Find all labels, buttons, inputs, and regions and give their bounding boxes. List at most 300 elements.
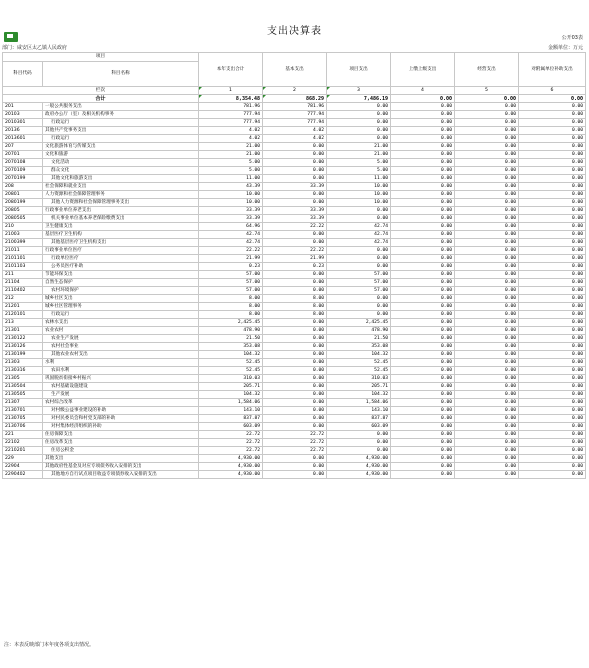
subject-name-cell[interactable]: 公务员医疗补助 xyxy=(43,263,199,271)
amount-cell[interactable]: 8.00 xyxy=(263,303,327,311)
amount-cell[interactable]: 777.94 xyxy=(199,119,263,127)
amount-cell[interactable]: 0.00 xyxy=(455,407,519,415)
amount-cell[interactable]: 0.00 xyxy=(263,231,327,239)
subject-code-cell[interactable]: 2130701 xyxy=(3,407,43,415)
amount-cell[interactable]: 0.00 xyxy=(455,351,519,359)
subject-name-cell[interactable]: 文化活动 xyxy=(43,159,199,167)
subject-code-cell[interactable]: 2070109 xyxy=(3,167,43,175)
amount-cell[interactable]: 22.72 xyxy=(263,431,327,439)
amount-cell[interactable]: 0.00 xyxy=(391,287,455,295)
amount-cell[interactable]: 0.00 xyxy=(327,439,391,447)
amount-cell[interactable]: 5.00 xyxy=(327,167,391,175)
subject-code-cell[interactable]: 2080199 xyxy=(3,199,43,207)
amount-cell[interactable]: 2,425.45 xyxy=(199,319,263,327)
amount-cell[interactable]: 0.00 xyxy=(519,303,586,311)
amount-cell[interactable]: 0.00 xyxy=(327,255,391,263)
amount-cell[interactable]: 57.00 xyxy=(327,271,391,279)
amount-cell[interactable]: 0.00 xyxy=(263,151,327,159)
amount-cell[interactable]: 0.00 xyxy=(455,255,519,263)
amount-cell[interactable]: 4,930.00 xyxy=(199,463,263,471)
amount-cell[interactable]: 143.10 xyxy=(199,407,263,415)
amount-cell[interactable]: 0.00 xyxy=(455,327,519,335)
amount-cell[interactable]: 0.00 xyxy=(327,295,391,303)
subject-code-cell[interactable]: 2080505 xyxy=(3,215,43,223)
amount-cell[interactable]: 0.00 xyxy=(391,311,455,319)
amount-cell[interactable]: 22.22 xyxy=(263,223,327,231)
amount-cell[interactable]: 0.00 xyxy=(391,135,455,143)
subject-code-cell[interactable]: 2013601 xyxy=(3,135,43,143)
amount-cell[interactable]: 0.00 xyxy=(327,311,391,319)
amount-cell[interactable]: 0.00 xyxy=(455,343,519,351)
total-cell[interactable]: 868.29 xyxy=(263,95,327,103)
amount-cell[interactable]: 0.00 xyxy=(455,175,519,183)
amount-cell[interactable]: 8.00 xyxy=(199,303,263,311)
amount-cell[interactable]: 11.00 xyxy=(327,175,391,183)
subject-code-cell[interactable]: 2290402 xyxy=(3,471,43,479)
amount-cell[interactable]: 0.00 xyxy=(455,431,519,439)
subject-code-cell[interactable]: 213 xyxy=(3,319,43,327)
amount-cell[interactable]: 0.00 xyxy=(391,151,455,159)
amount-cell[interactable]: 353.08 xyxy=(199,343,263,351)
amount-cell[interactable]: 0.00 xyxy=(263,143,327,151)
amount-cell[interactable]: 10.00 xyxy=(327,199,391,207)
amount-cell[interactable]: 0.00 xyxy=(519,375,586,383)
subject-code-cell[interactable]: 212 xyxy=(3,295,43,303)
amount-cell[interactable]: 0.00 xyxy=(391,439,455,447)
amount-cell[interactable]: 52.45 xyxy=(327,367,391,375)
amount-cell[interactable]: 33.39 xyxy=(263,183,327,191)
amount-cell[interactable]: 0.00 xyxy=(391,359,455,367)
amount-cell[interactable]: 0.00 xyxy=(455,447,519,455)
amount-cell[interactable]: 0.00 xyxy=(519,391,586,399)
amount-cell[interactable]: 837.87 xyxy=(199,415,263,423)
amount-cell[interactable]: 0.00 xyxy=(455,311,519,319)
amount-cell[interactable]: 205.71 xyxy=(327,383,391,391)
amount-cell[interactable]: 22.22 xyxy=(263,247,327,255)
amount-cell[interactable]: 0.00 xyxy=(519,431,586,439)
amount-cell[interactable]: 0.00 xyxy=(519,335,586,343)
amount-cell[interactable]: 64.96 xyxy=(199,223,263,231)
amount-cell[interactable]: 0.00 xyxy=(263,343,327,351)
subject-code-cell[interactable]: 2100399 xyxy=(3,239,43,247)
amount-cell[interactable]: 33.39 xyxy=(263,207,327,215)
amount-cell[interactable]: 0.00 xyxy=(391,247,455,255)
amount-cell[interactable]: 0.00 xyxy=(455,391,519,399)
amount-cell[interactable]: 0.00 xyxy=(391,383,455,391)
total-cell[interactable]: 7,486.19 xyxy=(327,95,391,103)
amount-cell[interactable]: 0.00 xyxy=(455,167,519,175)
subject-name-cell[interactable]: 行政事业单位医疗 xyxy=(43,247,199,255)
amount-cell[interactable]: 8.00 xyxy=(199,311,263,319)
amount-cell[interactable]: 0.00 xyxy=(455,215,519,223)
amount-cell[interactable]: 0.00 xyxy=(519,255,586,263)
amount-cell[interactable]: 0.00 xyxy=(327,431,391,439)
amount-cell[interactable]: 0.00 xyxy=(263,239,327,247)
subject-name-cell[interactable]: 行政单位医疗 xyxy=(43,255,199,263)
amount-cell[interactable]: 0.00 xyxy=(391,415,455,423)
amount-cell[interactable]: 21.00 xyxy=(327,151,391,159)
amount-cell[interactable]: 0.00 xyxy=(519,135,586,143)
amount-cell[interactable]: 0.00 xyxy=(263,455,327,463)
amount-cell[interactable]: 10.00 xyxy=(327,191,391,199)
amount-cell[interactable]: 603.09 xyxy=(327,423,391,431)
amount-cell[interactable]: 205.71 xyxy=(199,383,263,391)
subject-code-cell[interactable]: 22102 xyxy=(3,439,43,447)
amount-cell[interactable]: 22.72 xyxy=(263,439,327,447)
amount-cell[interactable]: 0.00 xyxy=(519,207,586,215)
subject-name-cell[interactable]: 农村环境保护 xyxy=(43,287,199,295)
amount-cell[interactable]: 0.00 xyxy=(263,319,327,327)
amount-cell[interactable]: 22.72 xyxy=(199,447,263,455)
amount-cell[interactable]: 0.00 xyxy=(327,247,391,255)
amount-cell[interactable]: 0.23 xyxy=(199,263,263,271)
amount-cell[interactable]: 42.74 xyxy=(327,231,391,239)
amount-cell[interactable]: 4,930.00 xyxy=(327,463,391,471)
amount-cell[interactable]: 0.00 xyxy=(455,263,519,271)
amount-cell[interactable]: 0.00 xyxy=(519,455,586,463)
index-cell[interactable]: 6 xyxy=(519,87,586,95)
amount-cell[interactable]: 1,584.06 xyxy=(327,399,391,407)
subject-name-cell[interactable]: 人力资源和社会保障管理事务 xyxy=(43,191,199,199)
amount-cell[interactable]: 0.00 xyxy=(391,335,455,343)
amount-cell[interactable]: 0.00 xyxy=(519,247,586,255)
subject-code-cell[interactable]: 2070199 xyxy=(3,175,43,183)
subject-name-cell[interactable]: 文化和旅游 xyxy=(43,151,199,159)
amount-cell[interactable]: 21.99 xyxy=(199,255,263,263)
amount-cell[interactable]: 0.00 xyxy=(263,375,327,383)
subject-code-cell[interactable]: 20136 xyxy=(3,127,43,135)
amount-cell[interactable]: 104.32 xyxy=(199,351,263,359)
subject-name-cell[interactable]: 城乡社区支出 xyxy=(43,295,199,303)
amount-cell[interactable]: 0.00 xyxy=(519,175,586,183)
amount-cell[interactable]: 22.72 xyxy=(199,431,263,439)
amount-cell[interactable]: 57.00 xyxy=(199,279,263,287)
amount-cell[interactable]: 0.00 xyxy=(455,399,519,407)
subject-name-cell[interactable]: 农业生产发展 xyxy=(43,335,199,343)
amount-cell[interactable]: 478.90 xyxy=(327,327,391,335)
amount-cell[interactable]: 0.00 xyxy=(455,207,519,215)
amount-cell[interactable]: 0.00 xyxy=(519,279,586,287)
amount-cell[interactable]: 4,930.00 xyxy=(327,455,391,463)
subject-code-cell[interactable]: 207 xyxy=(3,143,43,151)
subject-name-cell[interactable]: 基层医疗卫生机构 xyxy=(43,231,199,239)
index-cell[interactable]: 1 xyxy=(199,87,263,95)
amount-cell[interactable]: 0.00 xyxy=(391,191,455,199)
amount-cell[interactable]: 8.00 xyxy=(199,295,263,303)
subject-code-cell[interactable]: 21301 xyxy=(3,327,43,335)
subject-name-cell[interactable]: 巩固脱贫衔接乡村振兴 xyxy=(43,375,199,383)
subject-name-cell[interactable]: 农村综合改革 xyxy=(43,399,199,407)
amount-cell[interactable]: 0.00 xyxy=(519,359,586,367)
amount-cell[interactable]: 0.00 xyxy=(327,447,391,455)
subject-code-cell[interactable]: 2130122 xyxy=(3,335,43,343)
amount-cell[interactable]: 33.39 xyxy=(199,215,263,223)
subject-code-cell[interactable]: 21104 xyxy=(3,279,43,287)
subject-code-cell[interactable]: 2130316 xyxy=(3,367,43,375)
amount-cell[interactable]: 4.02 xyxy=(263,127,327,135)
amount-cell[interactable]: 42.74 xyxy=(199,231,263,239)
amount-cell[interactable]: 0.00 xyxy=(455,199,519,207)
subject-code-cell[interactable]: 21003 xyxy=(3,231,43,239)
amount-cell[interactable]: 0.00 xyxy=(519,295,586,303)
amount-cell[interactable]: 0.00 xyxy=(455,367,519,375)
amount-cell[interactable]: 0.00 xyxy=(391,103,455,111)
amount-cell[interactable]: 21.00 xyxy=(327,143,391,151)
amount-cell[interactable]: 0.00 xyxy=(519,447,586,455)
subject-name-cell[interactable]: 群众文化 xyxy=(43,167,199,175)
amount-cell[interactable]: 0.00 xyxy=(263,271,327,279)
amount-cell[interactable]: 0.00 xyxy=(391,175,455,183)
amount-cell[interactable]: 10.00 xyxy=(199,191,263,199)
amount-cell[interactable]: 5.00 xyxy=(327,159,391,167)
amount-cell[interactable]: 0.00 xyxy=(391,111,455,119)
amount-cell[interactable]: 57.00 xyxy=(199,271,263,279)
amount-cell[interactable]: 42.74 xyxy=(327,239,391,247)
index-cell[interactable]: 4 xyxy=(391,87,455,95)
amount-cell[interactable]: 57.00 xyxy=(199,287,263,295)
amount-cell[interactable]: 777.94 xyxy=(199,111,263,119)
subject-name-cell[interactable]: 社会保障和就业支出 xyxy=(43,183,199,191)
amount-cell[interactable]: 43.39 xyxy=(199,183,263,191)
amount-cell[interactable]: 0.00 xyxy=(327,111,391,119)
amount-cell[interactable]: 0.00 xyxy=(327,135,391,143)
amount-cell[interactable]: 0.00 xyxy=(455,151,519,159)
amount-cell[interactable]: 0.00 xyxy=(263,199,327,207)
amount-cell[interactable]: 0.00 xyxy=(455,335,519,343)
amount-cell[interactable]: 0.00 xyxy=(455,239,519,247)
amount-cell[interactable]: 42.74 xyxy=(199,239,263,247)
amount-cell[interactable]: 0.00 xyxy=(391,263,455,271)
subject-name-cell[interactable]: 行政运行 xyxy=(43,135,199,143)
amount-cell[interactable]: 0.00 xyxy=(455,135,519,143)
subject-code-cell[interactable]: 2070108 xyxy=(3,159,43,167)
subject-name-cell[interactable]: 住房公积金 xyxy=(43,447,199,455)
amount-cell[interactable]: 781.96 xyxy=(263,103,327,111)
amount-cell[interactable]: 0.00 xyxy=(391,215,455,223)
amount-cell[interactable]: 0.00 xyxy=(391,375,455,383)
amount-cell[interactable]: 0.00 xyxy=(455,111,519,119)
amount-cell[interactable]: 0.00 xyxy=(263,415,327,423)
subject-name-cell[interactable]: 其他支出 xyxy=(43,455,199,463)
subject-code-cell[interactable]: 201 xyxy=(3,103,43,111)
subject-name-cell[interactable]: 行政运行 xyxy=(43,119,199,127)
subject-code-cell[interactable]: 208 xyxy=(3,183,43,191)
amount-cell[interactable]: 0.00 xyxy=(519,287,586,295)
subject-code-cell[interactable]: 211 xyxy=(3,271,43,279)
amount-cell[interactable]: 0.00 xyxy=(455,415,519,423)
amount-cell[interactable]: 0.00 xyxy=(327,207,391,215)
amount-cell[interactable]: 0.00 xyxy=(519,191,586,199)
amount-cell[interactable]: 0.00 xyxy=(455,103,519,111)
subject-code-cell[interactable]: 20701 xyxy=(3,151,43,159)
amount-cell[interactable]: 0.00 xyxy=(391,223,455,231)
amount-cell[interactable]: 0.00 xyxy=(391,351,455,359)
subject-name-cell[interactable]: 其他政府性基金及对应专项债务收入安排的支出 xyxy=(43,463,199,471)
total-cell[interactable]: 0.00 xyxy=(391,95,455,103)
amount-cell[interactable]: 0.00 xyxy=(519,319,586,327)
amount-cell[interactable]: 0.00 xyxy=(391,119,455,127)
amount-cell[interactable]: 0.00 xyxy=(327,303,391,311)
amount-cell[interactable]: 0.00 xyxy=(455,159,519,167)
amount-cell[interactable]: 0.00 xyxy=(519,463,586,471)
subject-name-cell[interactable]: 对村级公益事业建设的补助 xyxy=(43,407,199,415)
amount-cell[interactable]: 5.00 xyxy=(199,167,263,175)
amount-cell[interactable]: 0.00 xyxy=(519,367,586,375)
amount-cell[interactable]: 0.00 xyxy=(519,119,586,127)
amount-cell[interactable]: 21.99 xyxy=(263,255,327,263)
amount-cell[interactable]: 0.00 xyxy=(391,231,455,239)
amount-cell[interactable]: 0.00 xyxy=(263,407,327,415)
subject-code-cell[interactable]: 22904 xyxy=(3,463,43,471)
amount-cell[interactable]: 0.00 xyxy=(455,119,519,127)
subject-name-cell[interactable]: 其他基层医疗卫生机构支出 xyxy=(43,239,199,247)
amount-cell[interactable]: 0.00 xyxy=(263,159,327,167)
subject-name-cell[interactable]: 对村集体经济组织的补助 xyxy=(43,423,199,431)
amount-cell[interactable]: 0.00 xyxy=(391,447,455,455)
amount-cell[interactable]: 0.00 xyxy=(519,159,586,167)
amount-cell[interactable]: 777.94 xyxy=(263,111,327,119)
amount-cell[interactable]: 0.00 xyxy=(263,175,327,183)
subject-name-cell[interactable]: 其他共产党事务支出 xyxy=(43,127,199,135)
subject-name-cell[interactable]: 政府办公厅（室）及相关机构事务 xyxy=(43,111,199,119)
amount-cell[interactable]: 0.00 xyxy=(455,295,519,303)
amount-cell[interactable]: 0.00 xyxy=(263,423,327,431)
subject-code-cell[interactable]: 21305 xyxy=(3,375,43,383)
subject-name-cell[interactable]: 其他人力资源和社会保障管理事务支出 xyxy=(43,199,199,207)
amount-cell[interactable]: 21.00 xyxy=(199,151,263,159)
amount-cell[interactable]: 0.00 xyxy=(519,271,586,279)
amount-cell[interactable]: 22.72 xyxy=(199,439,263,447)
subject-name-cell[interactable]: 水利 xyxy=(43,359,199,367)
amount-cell[interactable]: 0.00 xyxy=(455,247,519,255)
amount-cell[interactable]: 0.00 xyxy=(391,319,455,327)
amount-cell[interactable]: 22.72 xyxy=(263,447,327,455)
amount-cell[interactable]: 0.00 xyxy=(519,327,586,335)
amount-cell[interactable]: 0.00 xyxy=(455,303,519,311)
amount-cell[interactable]: 0.00 xyxy=(455,439,519,447)
subject-code-cell[interactable]: 2130705 xyxy=(3,415,43,423)
amount-cell[interactable]: 0.00 xyxy=(391,399,455,407)
subject-code-cell[interactable]: 2101103 xyxy=(3,263,43,271)
subject-name-cell[interactable]: 一般公共服务支出 xyxy=(43,103,199,111)
amount-cell[interactable]: 0.00 xyxy=(455,183,519,191)
amount-cell[interactable]: 4,930.00 xyxy=(199,471,263,479)
subject-name-cell[interactable]: 行政运行 xyxy=(43,311,199,319)
amount-cell[interactable]: 10.00 xyxy=(327,183,391,191)
amount-cell[interactable]: 0.00 xyxy=(391,279,455,287)
subject-code-cell[interactable]: 2010301 xyxy=(3,119,43,127)
amount-cell[interactable]: 0.00 xyxy=(455,383,519,391)
index-cell[interactable]: 2 xyxy=(263,87,327,95)
amount-cell[interactable]: 0.00 xyxy=(327,127,391,135)
amount-cell[interactable]: 0.00 xyxy=(263,335,327,343)
subject-code-cell[interactable]: 221 xyxy=(3,431,43,439)
amount-cell[interactable]: 0.00 xyxy=(391,303,455,311)
subject-name-cell[interactable]: 生产发展 xyxy=(43,391,199,399)
amount-cell[interactable]: 0.00 xyxy=(391,207,455,215)
amount-cell[interactable]: 0.00 xyxy=(391,239,455,247)
subject-code-cell[interactable]: 20805 xyxy=(3,207,43,215)
amount-cell[interactable]: 0.00 xyxy=(263,391,327,399)
subject-name-cell[interactable]: 其他农业农村支出 xyxy=(43,351,199,359)
subject-name-cell[interactable]: 农田水利 xyxy=(43,367,199,375)
total-cell[interactable]: 0.00 xyxy=(519,95,586,103)
amount-cell[interactable]: 0.00 xyxy=(455,223,519,231)
amount-cell[interactable]: 0.23 xyxy=(263,263,327,271)
subject-name-cell[interactable]: 对村民委员会和村党支部的补助 xyxy=(43,415,199,423)
amount-cell[interactable]: 0.00 xyxy=(391,327,455,335)
amount-cell[interactable]: 353.08 xyxy=(327,343,391,351)
amount-cell[interactable]: 4.02 xyxy=(199,135,263,143)
subject-code-cell[interactable]: 210 xyxy=(3,223,43,231)
amount-cell[interactable]: 4.02 xyxy=(263,135,327,143)
amount-cell[interactable]: 0.00 xyxy=(391,271,455,279)
amount-cell[interactable]: 0.00 xyxy=(327,119,391,127)
amount-cell[interactable]: 5.00 xyxy=(199,159,263,167)
amount-cell[interactable]: 0.00 xyxy=(519,103,586,111)
amount-cell[interactable]: 0.00 xyxy=(263,367,327,375)
amount-cell[interactable]: 0.00 xyxy=(263,383,327,391)
amount-cell[interactable]: 0.00 xyxy=(519,343,586,351)
amount-cell[interactable]: 0.00 xyxy=(519,311,586,319)
subject-code-cell[interactable]: 2130504 xyxy=(3,383,43,391)
amount-cell[interactable]: 0.00 xyxy=(455,471,519,479)
subject-code-cell[interactable]: 2210201 xyxy=(3,447,43,455)
subject-code-cell[interactable]: 2130505 xyxy=(3,391,43,399)
subject-code-cell[interactable]: 2130706 xyxy=(3,423,43,431)
amount-cell[interactable]: 8.00 xyxy=(263,311,327,319)
amount-cell[interactable]: 0.00 xyxy=(263,167,327,175)
amount-cell[interactable]: 104.32 xyxy=(327,351,391,359)
subject-name-cell[interactable]: 城乡社区管理事务 xyxy=(43,303,199,311)
subject-name-cell[interactable]: 住房改革支出 xyxy=(43,439,199,447)
amount-cell[interactable]: 0.00 xyxy=(391,367,455,375)
amount-cell[interactable]: 310.03 xyxy=(327,375,391,383)
amount-cell[interactable]: 0.00 xyxy=(327,103,391,111)
amount-cell[interactable]: 0.00 xyxy=(519,127,586,135)
amount-cell[interactable]: 0.00 xyxy=(519,167,586,175)
amount-cell[interactable]: 52.45 xyxy=(327,359,391,367)
amount-cell[interactable]: 0.00 xyxy=(519,423,586,431)
amount-cell[interactable]: 0.00 xyxy=(455,127,519,135)
amount-cell[interactable]: 0.00 xyxy=(455,287,519,295)
amount-cell[interactable]: 0.00 xyxy=(391,127,455,135)
amount-cell[interactable]: 0.00 xyxy=(455,455,519,463)
amount-cell[interactable]: 0.00 xyxy=(263,463,327,471)
total-cell[interactable]: 0.00 xyxy=(455,95,519,103)
amount-cell[interactable]: 33.39 xyxy=(263,215,327,223)
amount-cell[interactable]: 0.00 xyxy=(519,183,586,191)
amount-cell[interactable]: 11.00 xyxy=(199,175,263,183)
subject-code-cell[interactable]: 229 xyxy=(3,455,43,463)
subject-name-cell[interactable]: 住房保障支出 xyxy=(43,431,199,439)
amount-cell[interactable]: 33.39 xyxy=(199,207,263,215)
amount-cell[interactable]: 0.00 xyxy=(519,199,586,207)
amount-cell[interactable]: 0.00 xyxy=(455,319,519,327)
amount-cell[interactable]: 52.45 xyxy=(199,359,263,367)
amount-cell[interactable]: 0.00 xyxy=(455,423,519,431)
amount-cell[interactable]: 0.00 xyxy=(327,215,391,223)
amount-cell[interactable]: 0.00 xyxy=(519,215,586,223)
amount-cell[interactable]: 0.00 xyxy=(519,407,586,415)
amount-cell[interactable]: 0.00 xyxy=(391,455,455,463)
amount-cell[interactable]: 0.00 xyxy=(391,343,455,351)
amount-cell[interactable]: 0.00 xyxy=(391,167,455,175)
amount-cell[interactable]: 0.00 xyxy=(519,351,586,359)
amount-cell[interactable]: 837.87 xyxy=(327,415,391,423)
amount-cell[interactable]: 603.09 xyxy=(199,423,263,431)
amount-cell[interactable]: 781.96 xyxy=(199,103,263,111)
